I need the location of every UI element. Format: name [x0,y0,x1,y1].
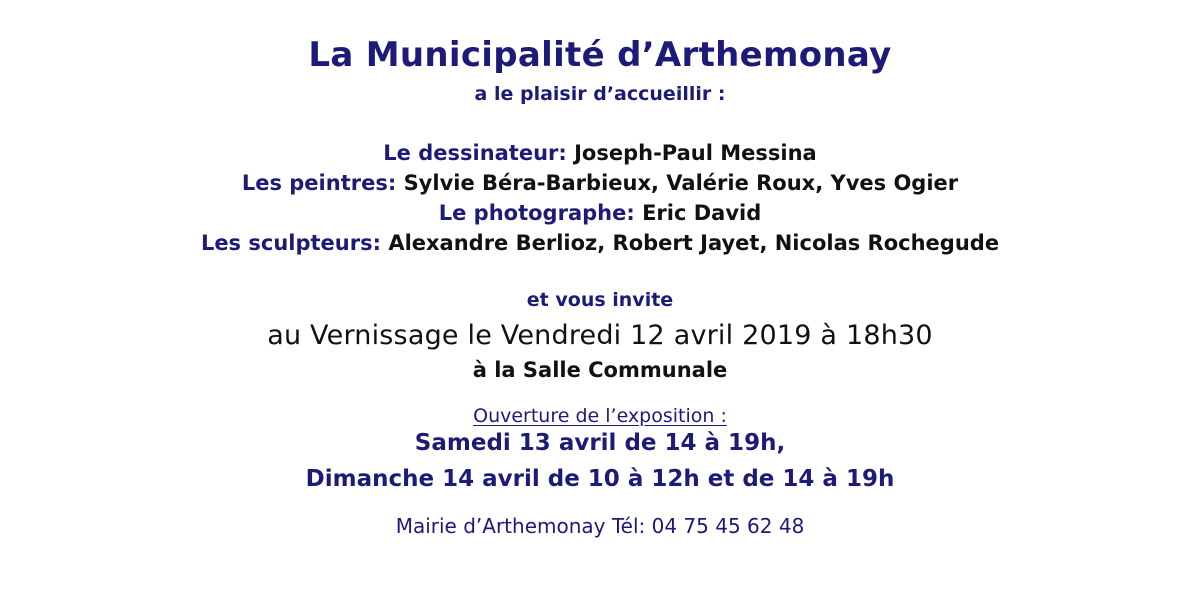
artist-names: Alexandre Berlioz, Robert Jayet, Nicolas Rochegude [388,231,1000,255]
artist-names: Eric David [642,201,762,225]
page-title: La Municipalité d’Arthemonay [308,35,892,75]
artist-line-peintres [0,173,1200,194]
artist-line-photographe [0,203,1200,224]
artist-role: Le photographe: [438,201,635,225]
artist-names: Joseph-Paul Messina [574,141,817,165]
opening-heading-text: Ouverture de l’exposition : [473,405,727,427]
subtitle: a le plaisir d’accueillir : [474,83,726,105]
contact-info: Mairie d’Arthemonay Tél: 04 75 45 62 48 [395,514,805,538]
artist-names: Sylvie Béra-Barbieux, Valérie Roux, Yves Ogier [403,171,959,195]
venue: à la Salle Communale [472,358,728,382]
artist-line-sculpteurs [0,233,1200,254]
artist-role: Les sculpteurs: [200,231,381,255]
opening-heading [0,407,1200,426]
opening-sunday: Dimanche 14 avril de 10 à 12h et de 14 à 19h [305,466,895,492]
opening-saturday: Samedi 13 avril de 14 à 19h, [414,430,786,456]
vernissage-date: au Vernissage le Vendredi 12 avril 2019 à 18h30 [267,320,933,351]
artist-role: Le dessinateur: [383,141,567,165]
artist-line-dessinateur [0,143,1200,164]
invite-text: et vous invite [526,289,674,311]
artist-role: Les peintres: [241,171,397,195]
